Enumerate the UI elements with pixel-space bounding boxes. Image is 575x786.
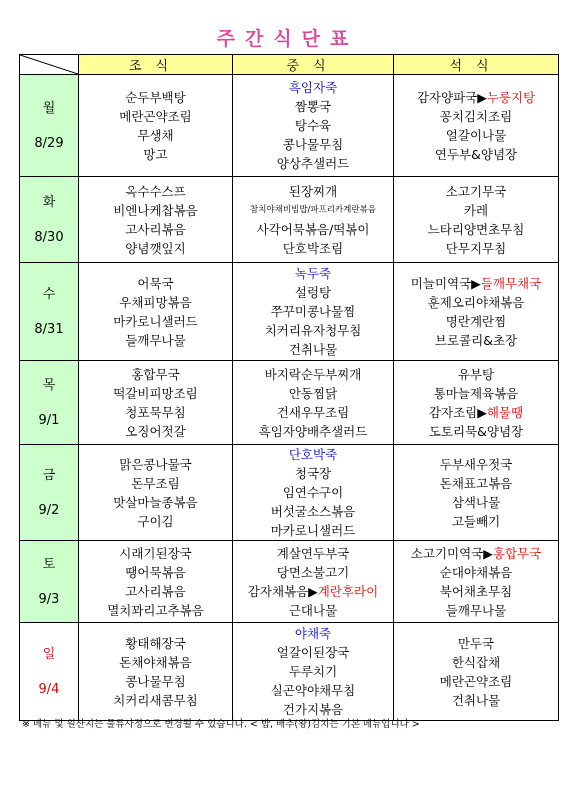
header-dinner: 석식 (394, 55, 559, 75)
menu-item (394, 274, 558, 293)
menu-item-text: 망고 (143, 146, 168, 162)
menu-item-text: 양상추샐러드 (276, 156, 350, 171)
breakfast-cell (79, 177, 233, 263)
menu-item (394, 126, 558, 145)
day-cell (20, 361, 79, 445)
menu-item-text: 비엔나케찹볶음 (113, 202, 198, 218)
dinner-cell (394, 623, 559, 721)
menu-item (79, 365, 232, 384)
menu-item (79, 493, 232, 512)
menu-item (233, 502, 393, 521)
menu-item-text: 콩나물무침 (125, 673, 186, 689)
day-cell (20, 177, 79, 263)
day-name: 수 (42, 286, 56, 302)
day-name: 목 (42, 377, 56, 393)
menu-item-text: 짬뽕국 (294, 99, 332, 114)
menu-item (394, 293, 558, 312)
day-cell (20, 263, 79, 361)
day-date: 8/30 (34, 229, 64, 245)
menu-item (79, 422, 232, 441)
menu-item (233, 97, 393, 116)
menu-item-text: 감자채볶음▶ (247, 583, 318, 599)
menu-item (394, 422, 558, 441)
menu-item (233, 182, 393, 201)
menu-item (233, 201, 393, 220)
menu-item-text: 치커리유자청무침 (264, 323, 362, 338)
menu-item-text: 건취나물 (451, 692, 501, 708)
menu-item-text: 어묵국 (137, 275, 174, 291)
breakfast-cell (79, 263, 233, 361)
menu-item (394, 312, 558, 331)
menu-item (394, 544, 558, 563)
menu-item-text: 청포묵무침 (125, 404, 186, 420)
menu-item-text: 브로콜리&초장 (434, 332, 518, 348)
menu-item-text: 근대나물 (288, 602, 338, 618)
menu-item-alt-text: 계란후라이 (317, 583, 379, 599)
day-name: 토 (42, 556, 56, 572)
menu-item (233, 681, 393, 700)
menu-item-text: 흑임자양배추샐러드 (258, 423, 368, 439)
menu-item-text: 고들빼기 (451, 513, 501, 529)
day-name: 화 (42, 194, 56, 210)
menu-item-text: 임연수구이 (282, 485, 344, 500)
menu-item-text: 마카로니샐러드 (113, 313, 198, 329)
menu-item (79, 601, 232, 620)
menu-item-text: 단호박죽 (288, 447, 338, 462)
breakfast-cell (79, 361, 233, 445)
header-row (20, 55, 559, 75)
menu-item (233, 403, 393, 422)
menu-item (394, 563, 558, 582)
menu-item-text: 탕수육 (294, 118, 332, 133)
menu-item-text: 계살연두부국 (276, 545, 350, 561)
menu-item (79, 126, 232, 145)
menu-item (79, 293, 232, 312)
menu-item (233, 135, 393, 154)
menu-item-text: 소고기미역국▶ (410, 545, 493, 561)
menu-item (233, 154, 393, 173)
weekly-menu-table (19, 54, 559, 721)
day-cell (20, 623, 79, 721)
menu-item-text: 쭈꾸미콩나물찜 (270, 304, 356, 319)
menu-item (79, 634, 232, 653)
menu-item-text: 우채피망볶음 (119, 294, 192, 310)
lunch-cell (233, 445, 394, 541)
menu-item-text: 옥수수스프 (125, 183, 186, 199)
day-cell (20, 445, 79, 541)
menu-item (233, 643, 393, 662)
dinner-cell (394, 541, 559, 623)
menu-item-text: 만두국 (457, 635, 495, 651)
menu-item-text: 황태해장국 (125, 635, 186, 651)
menu-item (394, 220, 558, 239)
menu-item (394, 512, 558, 531)
menu-item-text: 도토리묵&양념장 (428, 423, 524, 439)
menu-item (79, 512, 232, 531)
menu-item-text: 버섯굴소스볶음 (270, 504, 356, 519)
menu-item-text: 한식잡채 (451, 654, 501, 670)
menu-item (79, 582, 232, 601)
lunch-cell (233, 623, 394, 721)
menu-item (394, 672, 558, 691)
dinner-cell (394, 263, 559, 361)
menu-item-text: 유부탕 (457, 366, 495, 382)
day-row (20, 623, 559, 721)
menu-item-text: 바지락순두부찌개 (264, 366, 362, 382)
menu-item (394, 403, 558, 422)
page-title: 주간식단표 (216, 28, 359, 50)
day-name: 금 (42, 467, 56, 483)
menu-item (394, 455, 558, 474)
menu-item-text: 순두부백탕 (125, 89, 186, 105)
menu-item (79, 274, 232, 293)
menu-item (233, 563, 393, 582)
menu-item-text: 안동찜닭 (288, 385, 338, 401)
menu-item-text: 카레 (463, 202, 489, 218)
menu-item (394, 653, 558, 672)
menu-item (394, 365, 558, 384)
menu-item-text: 오징어젓갈 (125, 423, 186, 439)
menu-item-text: 흑임자죽 (288, 80, 338, 95)
day-row (20, 177, 559, 263)
menu-item (394, 107, 558, 126)
menu-item-text: 단호박조림 (282, 240, 344, 256)
menu-item (394, 384, 558, 403)
menu-item (233, 365, 393, 384)
menu-item (79, 201, 232, 220)
day-cell (20, 75, 79, 177)
menu-item-text: 건새우무조림 (276, 404, 350, 420)
menu-item-text: 꽁치김치조림 (439, 108, 513, 124)
menu-item-text: 된장찌개 (288, 183, 338, 199)
menu-item-text: 두루치기 (288, 664, 338, 679)
menu-item-text: 미늘미역국▶ (410, 275, 481, 291)
menu-item (79, 474, 232, 493)
dinner-cell (394, 177, 559, 263)
menu-item-text: 참치야채비빔밥/파프리카계란볶음 (249, 204, 377, 215)
menu-item-text: 사각어묵볶음/떡볶이 (256, 221, 370, 237)
menu-item (233, 483, 393, 502)
lunch-cell (233, 361, 394, 445)
menu-item-text: 메란곤약조림 (119, 108, 192, 124)
day-row (20, 75, 559, 177)
menu-item (79, 544, 232, 563)
menu-item (79, 653, 232, 672)
menu-item (233, 239, 393, 258)
breakfast-cell (79, 623, 233, 721)
menu-item-text: 무생채 (137, 127, 174, 143)
menu-item-text: 훈제오리야채볶음 (427, 294, 525, 310)
menu-item-text: 들깨무나물 (445, 602, 507, 618)
menu-item-text: 멸치꽈리고추볶음 (107, 602, 204, 618)
corner-cell (20, 55, 79, 75)
menu-item-text: 설렁탕 (294, 285, 332, 300)
menu-item (233, 624, 393, 643)
menu-item-text: 양념깻잎지 (125, 240, 186, 256)
menu-item-text: 명란계란찜 (445, 313, 507, 329)
day-row (20, 361, 559, 445)
menu-item-text: 돈무조림 (131, 475, 180, 491)
footnote: ※ 메뉴 및 원산지는 물류사정으로 변경될 수 있습니다. < 밥, 배추(왕)김치는 기본 메뉴입니다 > (22, 719, 420, 730)
menu-item (79, 145, 232, 164)
menu-item (79, 563, 232, 582)
menu-item (233, 116, 393, 135)
menu-item-text: 야채죽 (294, 626, 332, 641)
menu-item (79, 220, 232, 239)
menu-item-text: 건가지볶음 (282, 702, 344, 717)
breakfast-cell (79, 75, 233, 177)
breakfast-cell (79, 445, 233, 541)
menu-item-text: 마카로니샐러드 (270, 523, 356, 538)
menu-item-text: 땡어묵볶음 (125, 564, 186, 580)
menu-item-text: 얼갈이된장국 (276, 645, 350, 660)
menu-item-text: 구이김 (137, 513, 174, 529)
menu-item (233, 464, 393, 483)
day-date: 9/3 (38, 591, 60, 607)
day-date: 8/31 (34, 321, 64, 337)
menu-item-text: 메란곤약조림 (439, 673, 513, 689)
menu-item (233, 264, 393, 283)
menu-item (79, 239, 232, 258)
dinner-cell (394, 75, 559, 177)
dinner-cell (394, 445, 559, 541)
menu-item-text: 통마늘제육볶음 (433, 385, 519, 401)
menu-item-text: 고사리볶음 (125, 221, 186, 237)
menu-item-text: 돈채표고볶음 (439, 475, 513, 491)
day-date: 9/2 (38, 502, 60, 518)
menu-item (394, 601, 558, 620)
menu-item (233, 521, 393, 540)
menu-item (233, 340, 393, 359)
menu-item-text: 시래기된장국 (119, 545, 192, 561)
menu-item-text: 소고기무국 (445, 183, 507, 199)
menu-item (394, 182, 558, 201)
day-row (20, 263, 559, 361)
menu-item (79, 384, 232, 403)
menu-item (233, 582, 393, 601)
menu-item (233, 321, 393, 340)
menu-item-text: 맑은콩나물국 (119, 456, 192, 472)
menu-item (79, 182, 232, 201)
day-row (20, 445, 559, 541)
menu-item-text: 맛살마늘종볶음 (113, 494, 198, 510)
menu-item-text: 콩나물무침 (282, 137, 344, 152)
header-breakfast: 조식 (79, 55, 233, 75)
menu-item-alt-text: 누룽지탕 (486, 89, 536, 105)
menu-item (79, 403, 232, 422)
menu-item (79, 331, 232, 350)
header-lunch: 중식 (233, 55, 394, 75)
menu-item-text: 순대야채볶음 (439, 564, 513, 580)
menu-item-text: 돈채야채볶음 (119, 654, 192, 670)
menu-item (79, 691, 232, 710)
menu-item-text: 감자조림▶ (428, 404, 487, 420)
menu-item (233, 302, 393, 321)
menu-item-alt-text: 홍합무국 (492, 545, 542, 561)
menu-item-alt-text: 해물땡 (486, 404, 524, 420)
dinner-cell (394, 361, 559, 445)
menu-item (394, 88, 558, 107)
menu-item-text: 당면소불고기 (276, 564, 350, 580)
menu-item (233, 601, 393, 620)
lunch-cell (233, 75, 394, 177)
lunch-cell (233, 177, 394, 263)
diagonal-line (20, 55, 78, 74)
menu-item (233, 422, 393, 441)
menu-item-text: 단무지무침 (445, 240, 507, 256)
menu-item (79, 312, 232, 331)
day-date: 9/1 (38, 412, 60, 428)
menu-item (233, 283, 393, 302)
menu-item (79, 455, 232, 474)
menu-item-text: 들깨무나물 (125, 332, 186, 348)
menu-item-text: 청국장 (294, 466, 332, 481)
menu-item (233, 662, 393, 681)
day-name: 일 (42, 646, 56, 662)
menu-item-text: 떡갈비피망조림 (113, 385, 198, 401)
menu-item (394, 474, 558, 493)
menu-item-text: 실곤약야채무침 (270, 683, 356, 698)
day-name: 월 (42, 100, 56, 116)
menu-item (394, 691, 558, 710)
menu-item (233, 445, 393, 464)
menu-item (233, 384, 393, 403)
menu-item (394, 201, 558, 220)
menu-item-text: 연두부&양념장 (434, 146, 518, 162)
lunch-cell (233, 541, 394, 623)
menu-item-text: 고사리볶음 (125, 583, 186, 599)
menu-item (233, 544, 393, 563)
menu-item (233, 220, 393, 239)
menu-item-text: 치커리새콤무침 (113, 692, 198, 708)
day-date: 9/4 (38, 681, 60, 697)
menu-item-text: 녹두죽 (294, 266, 332, 281)
day-date: 8/29 (34, 135, 64, 151)
menu-item-text: 두부새우젓국 (439, 456, 513, 472)
menu-item (79, 107, 232, 126)
menu-item (394, 582, 558, 601)
menu-item (233, 78, 393, 97)
menu-item-text: 북어채초무침 (439, 583, 513, 599)
menu-item (79, 88, 232, 107)
day-row (20, 541, 559, 623)
menu-item (394, 239, 558, 258)
menu-item (394, 145, 558, 164)
menu-item-text: 건취나물 (288, 342, 338, 357)
menu-item (79, 672, 232, 691)
menu-item (394, 331, 558, 350)
breakfast-cell (79, 541, 233, 623)
menu-item (394, 634, 558, 653)
menu-item (394, 493, 558, 512)
day-cell (20, 541, 79, 623)
menu-item-text: 삼색나물 (451, 494, 501, 510)
menu-item-text: 느타리양면초무침 (427, 221, 525, 237)
lunch-cell (233, 263, 394, 361)
menu-item-alt-text: 들깨무채국 (480, 275, 542, 291)
menu-item-text: 감자양파국▶ (416, 89, 487, 105)
menu-item-text: 얼갈이나물 (445, 127, 507, 143)
menu-item-text: 홍합무국 (131, 366, 180, 382)
